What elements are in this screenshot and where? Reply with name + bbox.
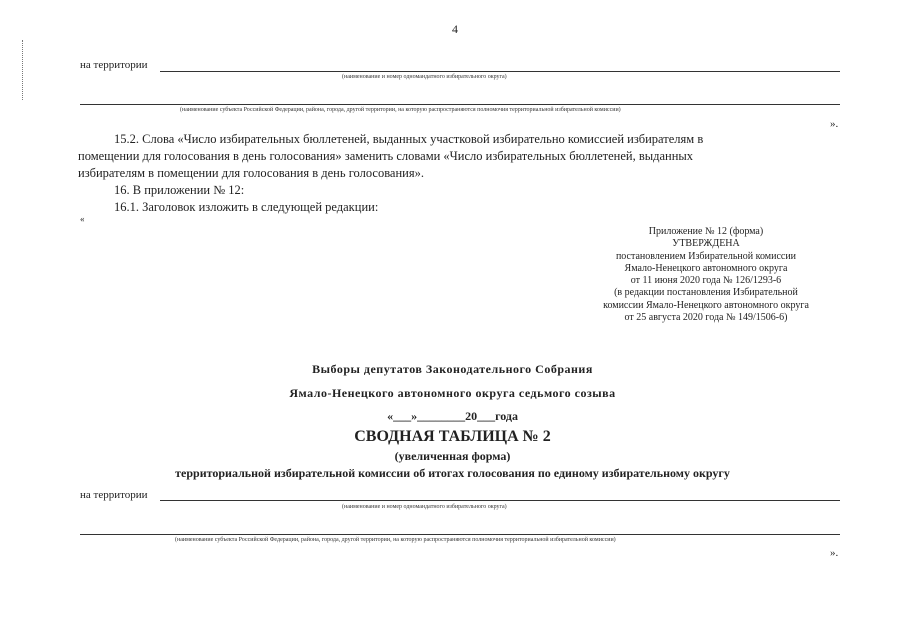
- open-quote: «: [80, 214, 85, 224]
- appendix-line: УТВЕРЖДЕНА: [672, 238, 740, 250]
- territory-line-top: [160, 71, 840, 72]
- caption-subject-bottom: (наименование субъекта Российской Федерации, района, города, другой территории, на которую распространяются полномочия территориальной избирательной комиссии): [175, 537, 616, 543]
- page-number: 4: [452, 22, 458, 36]
- appendix-line: (в редакции постановления Избирательной: [614, 287, 798, 299]
- appendix-line: от 11 июня 2020 года № 126/1293-6: [630, 275, 782, 287]
- territory-label-top: на территории: [80, 59, 148, 71]
- table-title: СВОДНАЯ ТАБЛИЦА № 2: [354, 428, 551, 445]
- subject-line-bottom: [80, 534, 840, 535]
- appendix-line: Приложение № 12 (форма): [648, 226, 764, 237]
- appendix-line: Ямало-Ненецкого автономного округа: [624, 262, 788, 274]
- caption-subject-top: (наименование субъекта Российской Федерации, района, города, другой территории, на которую распространяются полномочия территориальной избирательной комиссии): [180, 107, 621, 113]
- election-title-line-1: Выборы депутатов Законодательного Собрания: [312, 362, 593, 376]
- paragraph-16-1: 16.1. Заголовок изложить в следующей редакции:: [114, 200, 379, 214]
- appendix-line: постановлением Избирательной комиссии: [615, 250, 797, 262]
- election-title-line-2: Ямало-Ненецкого автономного округа седьмого созыва: [289, 386, 616, 400]
- paragraph-15-2-line-2: помещении для голосования в день голосования» заменить словами «Число избирательных бюллетеней, выданных: [78, 149, 694, 163]
- paragraph-15-2-line-3: избирателям в помещении для голосования в день голосования».: [78, 166, 424, 180]
- closing-quote-top: ».: [830, 118, 839, 130]
- closing-quote-bottom: ».: [830, 547, 839, 559]
- appendix-approval-block: [578, 226, 834, 324]
- date-line: «___»________20___года: [387, 409, 518, 423]
- territory-label-bottom: на территории: [80, 489, 148, 501]
- territory-line-bottom: [160, 500, 840, 501]
- paragraph-16: 16. В приложении № 12:: [114, 183, 245, 197]
- subject-line-top: [80, 104, 840, 105]
- scan-margin-mark: [22, 40, 23, 100]
- paragraph-15-2-line-1: 15.2. Слова «Число избирательных бюллетеней, выданных участковой избирательно комиссией избирателям в: [114, 132, 704, 146]
- table-description: территориальной избирательной комиссии об итогах голосования по единому избирательному округу: [175, 466, 730, 480]
- appendix-line: от 25 августа 2020 года № 149/1506-6): [624, 312, 788, 324]
- caption-okrug-bottom: (наименование и номер одномандатного избирательного округа): [342, 504, 507, 510]
- appendix-line: комиссии Ямало-Ненецкого автономного округа: [603, 299, 809, 311]
- table-subtitle: (увеличенная форма): [394, 449, 511, 463]
- caption-okrug-top: (наименование и номер одномандатного избирательного округа): [342, 74, 507, 80]
